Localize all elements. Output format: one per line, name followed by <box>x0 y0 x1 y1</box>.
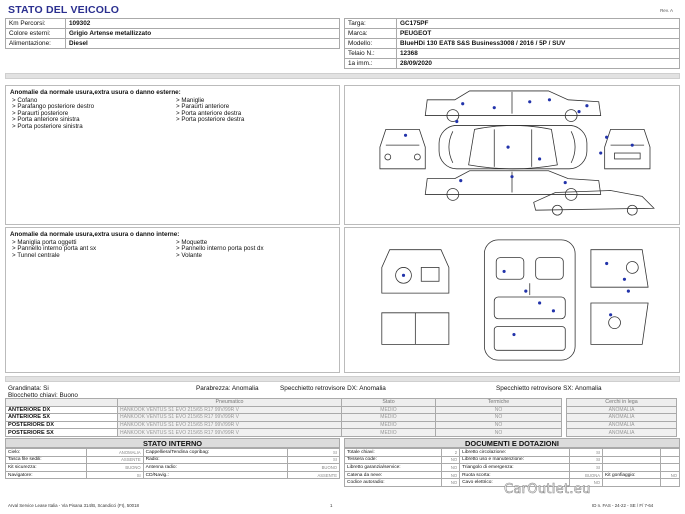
tyre-thermal: NO <box>436 429 562 437</box>
revision-label: Rev. A <box>660 8 673 13</box>
plate-value: GC175PF <box>397 19 680 29</box>
fuel-value: Diesel <box>66 39 340 49</box>
table-cell: Antenna radio: <box>143 464 287 472</box>
hail-status: Grandinata: Si <box>8 385 49 392</box>
table-row <box>6 449 340 457</box>
table-cell <box>661 456 680 464</box>
table-cell: Kit sicurezza: <box>6 464 87 472</box>
table-cell: NO <box>441 464 460 472</box>
table-cell: SI <box>570 456 603 464</box>
table-row <box>6 406 677 414</box>
table-cell <box>603 479 661 487</box>
tyre-thermal: NO <box>436 406 562 414</box>
tyre-status: MEDIO <box>342 429 436 437</box>
tyre-position: ANTERIORE DX <box>6 406 118 414</box>
page-title: STATO DEL VEICOLO <box>8 4 120 16</box>
table-cell: Totale chiavi: <box>345 449 442 457</box>
interior-car-drawing <box>345 228 679 372</box>
tyre-thermal: NO <box>436 421 562 429</box>
table-cell: Triangolo di emergenza: <box>460 464 570 472</box>
table-cell: Kit gonfiaggio: <box>603 471 661 479</box>
tyre-position: POSTERIORE SX <box>6 429 118 437</box>
table-cell: SI <box>570 464 603 472</box>
exterior-car-diagram <box>344 85 680 225</box>
chassis-label: Telaio N.: <box>345 49 397 59</box>
damage-item: > Porta posteriore destra <box>176 116 245 124</box>
table-cell: CD/Navig.: <box>143 471 287 479</box>
interior-damage-panel <box>5 227 340 373</box>
table-cell: NO <box>661 471 680 479</box>
registration-value: 28/09/2020 <box>397 59 680 69</box>
interior-car-diagram <box>344 227 680 373</box>
section-divider <box>5 73 680 79</box>
tyre-position: ANTERIORE SX <box>6 414 118 422</box>
watermark: CarOutlet.eu <box>504 482 591 497</box>
fuel-label: Alimentazione: <box>6 39 66 49</box>
interior-damage-list <box>6 240 339 259</box>
tyre-model: HANKOOK VENTUS S1 EVO 215/65 R17 99V/99R V <box>118 429 342 437</box>
damage-item: > Porta anteriore destra <box>176 109 242 117</box>
tyre-model: HANKOOK VENTUS S1 EVO 215/65 R17 99V/99R V <box>118 414 342 422</box>
damage-item: > Tunnel centrale <box>12 251 60 259</box>
km-value: 109302 <box>66 19 340 29</box>
footer-id: ID n. FAS - 24-22 - SE / F/ 7-64 <box>592 503 654 508</box>
exterior-damage-panel <box>5 85 340 225</box>
table-row <box>6 429 677 437</box>
table-cell: ASSENTE <box>87 456 143 464</box>
footer-company: Arval Service Lease Italia - Via Pisana 314/B, Scandicci (FI), 50018 <box>8 503 139 508</box>
km-label: Km Percorsi: <box>6 19 66 29</box>
tyre-status: MEDIO <box>342 414 436 422</box>
table-cell: ANOMALIA <box>87 449 143 457</box>
info-row <box>345 19 680 29</box>
interior-damage-title: Anomalie da normale usura,extra usura o danno interne: <box>10 231 180 238</box>
tyre-rims: ANOMALIA <box>567 414 677 422</box>
info-row <box>345 59 680 69</box>
tyre-status: MEDIO <box>342 421 436 429</box>
tyre-model: HANKOOK VENTUS S1 EVO 215/65 R17 99V/99R V <box>118 406 342 414</box>
damage-item: > Maniglia porta oggetti <box>12 239 77 246</box>
table-cell: SI <box>288 449 340 457</box>
table-cell: BUONO <box>87 464 143 472</box>
vehicle-info-right <box>344 18 680 69</box>
damage-item: > Porta posteriore sinistra <box>12 122 83 130</box>
mirror-right-status: Specchietto retrovisore DX: Anomalia <box>280 385 386 392</box>
model-label: Modello: <box>345 39 397 49</box>
table-cell: SI <box>570 449 603 457</box>
table-cell: Radio: <box>143 456 287 464</box>
registration-label: 1a imm.: <box>345 59 397 69</box>
table-cell: Tasca file sedili: <box>6 456 87 464</box>
table-cell: SI <box>87 471 143 479</box>
vehicle-info-left <box>5 18 340 49</box>
table-cell: ASSENTE <box>288 471 340 479</box>
tyre-position: POSTERIORE DX <box>6 421 118 429</box>
table-cell: BUONO <box>288 464 340 472</box>
table-cell: NO <box>441 456 460 464</box>
damage-markers <box>404 98 634 184</box>
tyre-rims: ANOMALIA <box>567 421 677 429</box>
table-cell: Libretto garanzia/service: <box>345 464 442 472</box>
table-cell: NO <box>441 479 460 487</box>
table-row <box>6 414 677 422</box>
damage-item: > Parafango posteriore destro <box>12 103 95 111</box>
table-row <box>6 421 677 429</box>
table-row <box>345 456 680 464</box>
table-cell: Libretto uso e manutenzione: <box>460 456 570 464</box>
tyre-rims: ANOMALIA <box>567 429 677 437</box>
tyre-status: MEDIO <box>342 406 436 414</box>
table-row <box>345 449 680 457</box>
table-cell: Navigatore: <box>6 471 87 479</box>
info-row <box>6 39 340 49</box>
thermal-col-header: Termiche <box>436 399 562 407</box>
table-cell: Tessera code: <box>345 456 442 464</box>
documents-title: DOCUMENTI E DOTAZIONI <box>344 438 680 448</box>
table-cell: NO <box>570 479 603 487</box>
damage-item: > Paraurti anteriore <box>176 103 230 111</box>
damage-markers <box>402 262 630 336</box>
damage-item: > Volante <box>176 251 202 259</box>
table-cell: Ruota scorta: <box>460 471 570 479</box>
section-divider <box>5 376 680 382</box>
key-lock-status: Blocchetto chiavi: Buono <box>8 392 78 399</box>
damage-item: > Maniglie <box>176 97 205 104</box>
table-cell: Catena da neve: <box>345 471 442 479</box>
table-cell: Libretto circolazione: <box>460 449 570 457</box>
model-value: BlueHDi 130 EAT8 S&S Business3008 / 2016 / 5P / SUV <box>397 39 680 49</box>
plate-label: Targa: <box>345 19 397 29</box>
info-row <box>6 19 340 29</box>
table-cell <box>603 449 661 457</box>
exterior-car-drawing <box>345 86 679 224</box>
table-row <box>6 464 340 472</box>
exterior-damage-title: Anomalie da normale usura,extra usura o danno esterne: <box>10 89 181 96</box>
windshield-status: Parabrezza: Anomalia <box>196 385 259 392</box>
color-value: Grigio Artense metallizzato <box>66 29 340 39</box>
exterior-damage-list <box>6 98 339 130</box>
tyre-table <box>5 398 677 437</box>
brand-value: PEUGEOT <box>397 29 680 39</box>
damage-item: > Paraurti posteriore <box>12 109 69 117</box>
table-row <box>6 471 340 479</box>
info-row <box>345 29 680 39</box>
info-row <box>345 49 680 59</box>
damage-item: > Cofano <box>12 97 38 104</box>
table-row <box>345 464 680 472</box>
info-row <box>345 39 680 49</box>
table-row <box>345 471 680 479</box>
tyre-model: HANKOOK VENTUS S1 EVO 215/65 R17 99V/99R V <box>118 421 342 429</box>
table-cell: NO <box>441 471 460 479</box>
table-cell <box>661 464 680 472</box>
table-cell: Cappelliera/Tendina copribag: <box>143 449 287 457</box>
table-cell: BUONA <box>570 471 603 479</box>
tyre-rims: ANOMALIA <box>567 406 677 414</box>
table-cell <box>603 464 661 472</box>
chassis-value: 12368 <box>397 49 680 59</box>
damage-item: > Porta anteriore sinistra <box>12 116 80 124</box>
damage-item: > Pannello interno porta post dx <box>176 245 264 253</box>
mirror-left-status: Specchietto retrovisore SX: Anomalia <box>496 385 602 392</box>
table-cell: Cavo elettrico: <box>460 479 570 487</box>
tyre-col-header: Pneumatico <box>118 399 342 407</box>
color-label: Colore esterni: <box>6 29 66 39</box>
damage-item: > Pannello interno porta ant sx <box>12 245 97 253</box>
rims-col-header: Cerchi in lega <box>567 399 677 407</box>
table-cell: Codice autoradio: <box>345 479 442 487</box>
tyre-table-header <box>6 399 677 407</box>
status-col-header: Stato <box>342 399 436 407</box>
brand-label: Marca: <box>345 29 397 39</box>
tyre-thermal: NO <box>436 414 562 422</box>
table-cell <box>661 479 680 487</box>
interior-status-title: STATO INTERNO <box>5 438 340 448</box>
table-cell: Cielo: <box>6 449 87 457</box>
info-row <box>6 29 340 39</box>
table-cell: 2 <box>441 449 460 457</box>
table-cell <box>661 449 680 457</box>
table-cell: SI <box>288 456 340 464</box>
damage-item: > Moquette <box>176 239 208 246</box>
footer-page-number: 1 <box>330 503 333 508</box>
table-cell <box>603 456 661 464</box>
interior-status-table <box>5 448 340 479</box>
table-row <box>6 456 340 464</box>
